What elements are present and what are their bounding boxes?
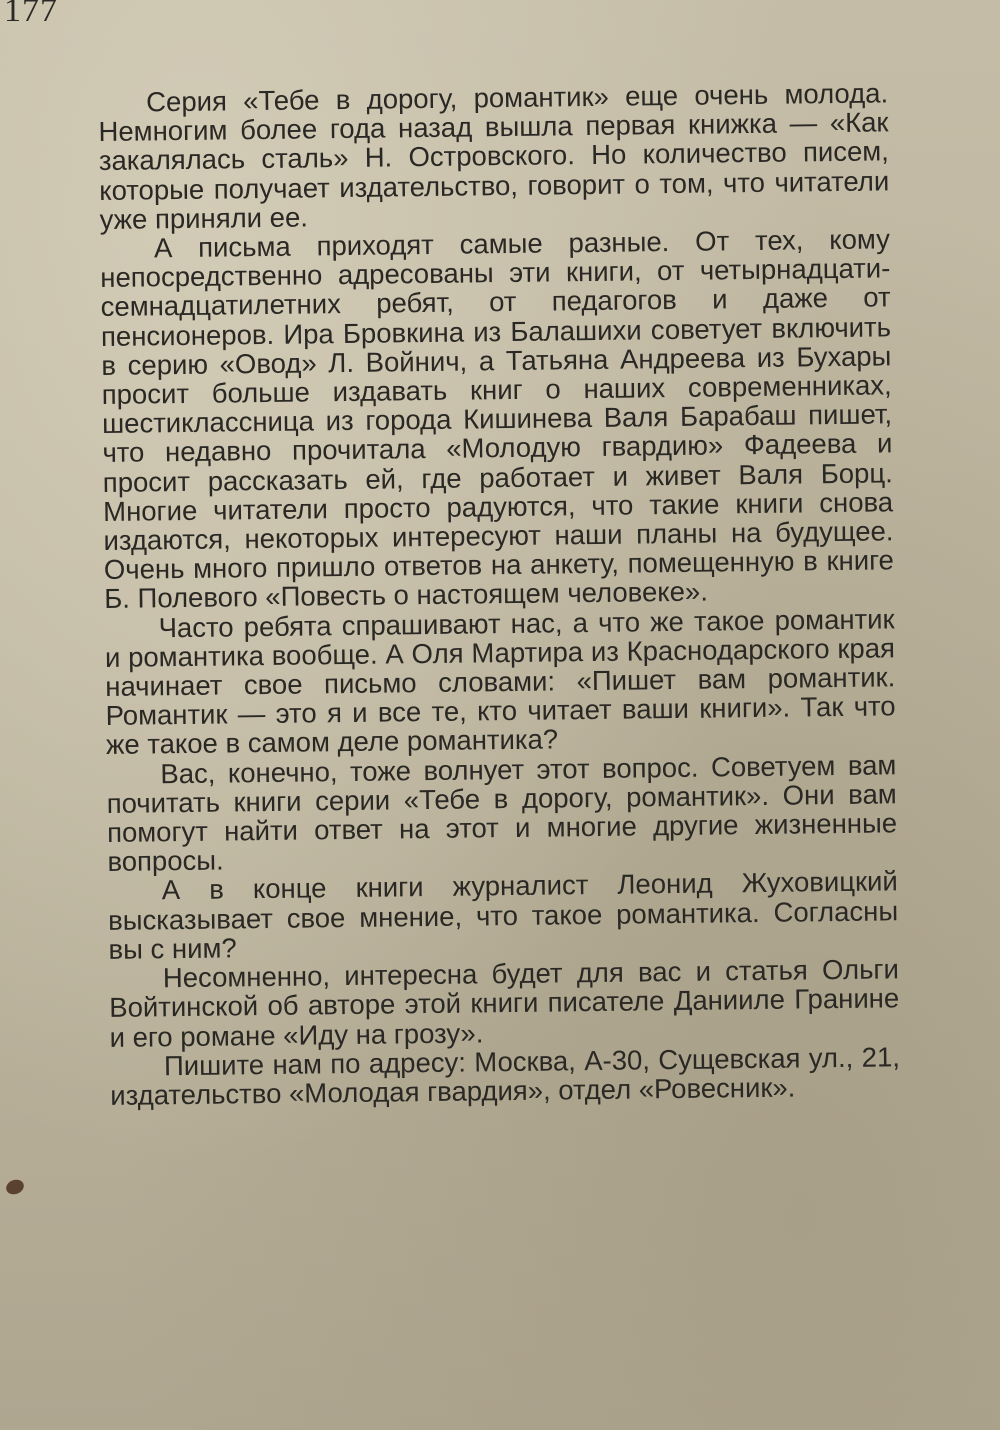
paragraph-article: Несомненно, интересна будет для вас и статья Ольги Войтинской об авторе этой книги писателе Данииле Гранине и его романе «Иду на грозу».: [109, 953, 900, 1053]
paragraph-address: Пишите нам по адресу: Москва, А-30, Сущевская ул., 21, издательство «Молодая гвардия», отдел «Ровесник».: [110, 1040, 901, 1111]
body-text: [98, 78, 900, 1110]
paragraph-recommendation: Вас, конечно, тоже волнует этот вопрос. Советуем вам почитать книги серии «Тебе в дорогу, романтик». Они вам помогут найти ответ на этот и многие другие жизненные вопросы.: [106, 748, 898, 878]
paragraph-letters: А письма приходят самые разные. От тех, кому непосредственно адресованы эти книги, от четырнадцати-семнадцатилетних ребят, от педагогов и даже от пенсионеров. Ира Бровкина из Балашихи советует включить в серию «Овод» Л. Войнич, а Татьяна Андреева из Бухары просит больше издавать книг о наших современниках, шестиклассница из города Кишинева Валя Барабаш пишет, что недавно прочитала «Молодую гвардию» Фадеева и просит рассказать ей, где работает и живет Валя Борц. Многие читатели просто радуются, что такие книги снова издаются, некоторых интересуют наши планы на будущее. Очень много пришло ответов на анкету, помещенную в книге Б. Полевого «Повесть о настоящем человеке».: [100, 223, 895, 615]
page-number: 177: [4, 0, 58, 29]
paragraph-journalist: А в конце книги журналист Леонид Жуховицкий высказывает свое мнение, что такое романтика. Согласны вы с ним?: [107, 865, 899, 965]
paragraph-series-intro: Серия «Тебе в дорогу, романтик» еще очень молода. Немногим более года назад вышла первая книжка — «Как закалялась сталь» Н. Островского. Но количество писем, которые получает издательство, говорит о том, что читатели уже приняли ее.: [98, 77, 890, 235]
ink-stain: [4, 1177, 26, 1196]
paragraph-romantic-question: Часто ребята спрашивают нас, а что же такое романтик и романтика вообще. А Оля Мартира из Краснодарского края начинает свое письмо словами: «Пишет вам романтик. Романтик — это я и все те, кто читает ваши книги». Так что же такое в самом деле романтика?: [104, 602, 896, 761]
